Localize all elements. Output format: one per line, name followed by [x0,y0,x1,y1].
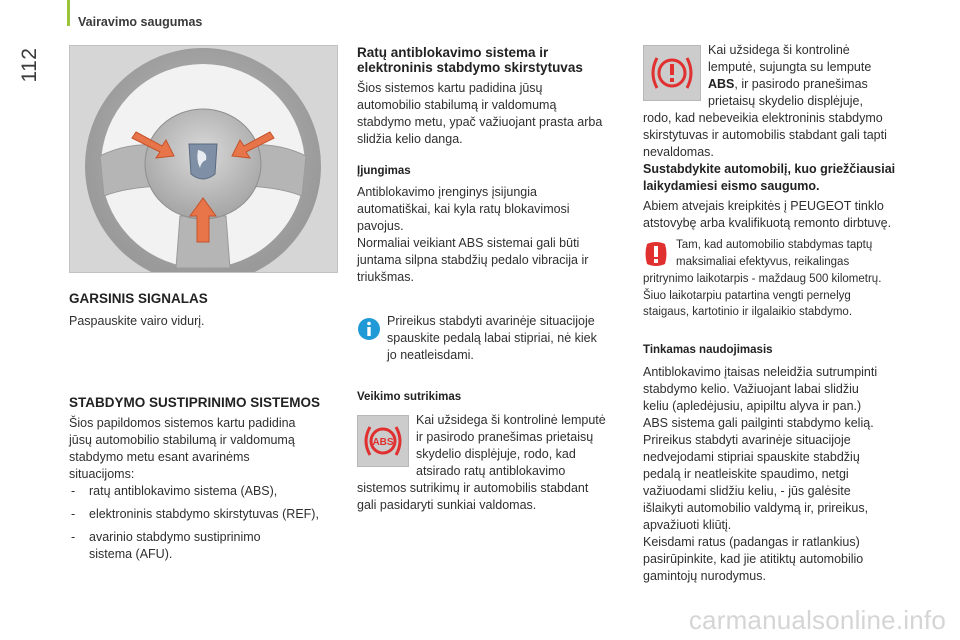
malfunction-text: Kai užsidega ši kontrolinė lemputė ir pasirodo pranešimas prietaisų skydelio displėjuje, rodo, kad atsirado ratų antiblokavimo [416,413,606,478]
malfunction-text-continued: sistemos sutrikimų ir automobilis stabdant gali pasidaryti sunkiai valdomas. [357,481,589,512]
section-header: Vairavimo saugumas [78,15,203,29]
caution-note-continued: pritrynimo laikotarpis - maždaug 500 kilometrų. Šiuo laikotarpiu patartina vengti pernelyg staigaus, kartotinio ir ilgalaikio stabdymo. [643,273,882,318]
brake-warning-text-continued: rodo, kad nebeveikia elektroninis stabdymo skirstytuvas ir automobilis stabdant gali tapti nevaldomas. Sustabdykite automobilį, kuo griežčiausiai laikydamiesi eismo saugumo. Abiem atvejais kreipkitės į PEUGEOT tinklo atstovybę arba kvalifikuotą remonto dirbtuvę. [643,111,896,230]
activation-text: Antiblokavimo įrenginys įsijungia automatiškai, kai kyla ratų blokavimosi pavojus. Normaliai veikiant ABS sistemai gali būti juntama silpna stabdžių pedalo vibracija ir triukšmas. [357,185,589,284]
watermark: carmanualsonline.info [688,605,946,635]
steering-wheel-icon [70,46,337,272]
abs-title: Ratų antiblokavimo sistema ir elektroninis stabdymo skirstytuvas [357,45,583,75]
assist-title: STABDYMO SUSTIPRINIMO SISTEMOS [69,395,321,410]
horn-title: GARSINIS SIGNALAS [69,291,208,306]
malfunction-title: Veikimo sutrikimas [357,391,462,403]
page-number: 112 [18,47,41,83]
usage-text: Antiblokavimo įtaisas neleidžia sutrumpinti stabdymo kelio. Važiuojant labai slidžiu keliu (apledėjusiu, apipiltu alyva ir pan.) ABS sistema gali pailginti stabdymo kelią. Prireikus stabdyti avarinėje situacijoje nedvejodami stipriai spauskite stabdžių pedalą ir neatleiskite spaudimo, netgi važiuodami slidžiu keliu, - jūs galėsite išlaikyti automobilio valdymą ir, prireikus, apvažiuoti kliūtį. Keisdami ratus (padangas ir ratlankius) pasirūpinkite, kad jie atitiktų automobilio gamintojų nurodymus. [643,365,878,583]
assist-list [69,483,349,569]
brake-warning-lamp [643,45,701,101]
info-icon [357,316,381,342]
caution-icon [643,240,669,268]
abs-intro: Šios sistemos kartu padidina jūsų automobilio stabilumą ir valdomumą stabdymo metu, ypač važiuojant prasta arba slidžia kelio danga. [357,81,603,146]
abs-warning-lamp [357,415,409,467]
steering-wheel-illustration [69,45,338,273]
list-item: - ratų antiblokavimo sistema (ABS), [69,483,349,500]
caution-note: Tam, kad automobilio stabdymas taptų maksimaliai efektyvus, reikalingas [676,239,873,268]
info-note: Prireikus stabdyti avarinėje situacijoje spauskite pedalą labai stipriai, nė kiek jo neatleisdami. [387,314,597,362]
usage-title: Tinkamas naudojimasis [643,344,773,356]
activation-title: Įjungimas [357,165,411,177]
list-item: - elektroninis stabdymo skirstytuvas (REF), [69,506,349,523]
brake-lamp-icon [644,46,700,100]
abs-lamp-icon [358,416,408,466]
svg-text:ABS: ABS [372,437,394,448]
section-accent-bar [67,0,70,26]
list-item: - avarinio stabdymo sustiprinimo sistema (AFU). [69,529,349,563]
assist-intro: Šios papildomos sistemos kartu padidina jūsų automobilio stabilumą ir valdomumą stabdymo metu esant avarinėms situacijoms: [69,416,296,481]
horn-text: Paspauskite vairo vidurį. [69,314,205,328]
brake-warning-text: Kai užsidega ši kontrolinė lemputė, sujungta su lempute ABS, ir pasirodo pranešimas prietaisų skydelio displėjuje, [708,43,872,108]
